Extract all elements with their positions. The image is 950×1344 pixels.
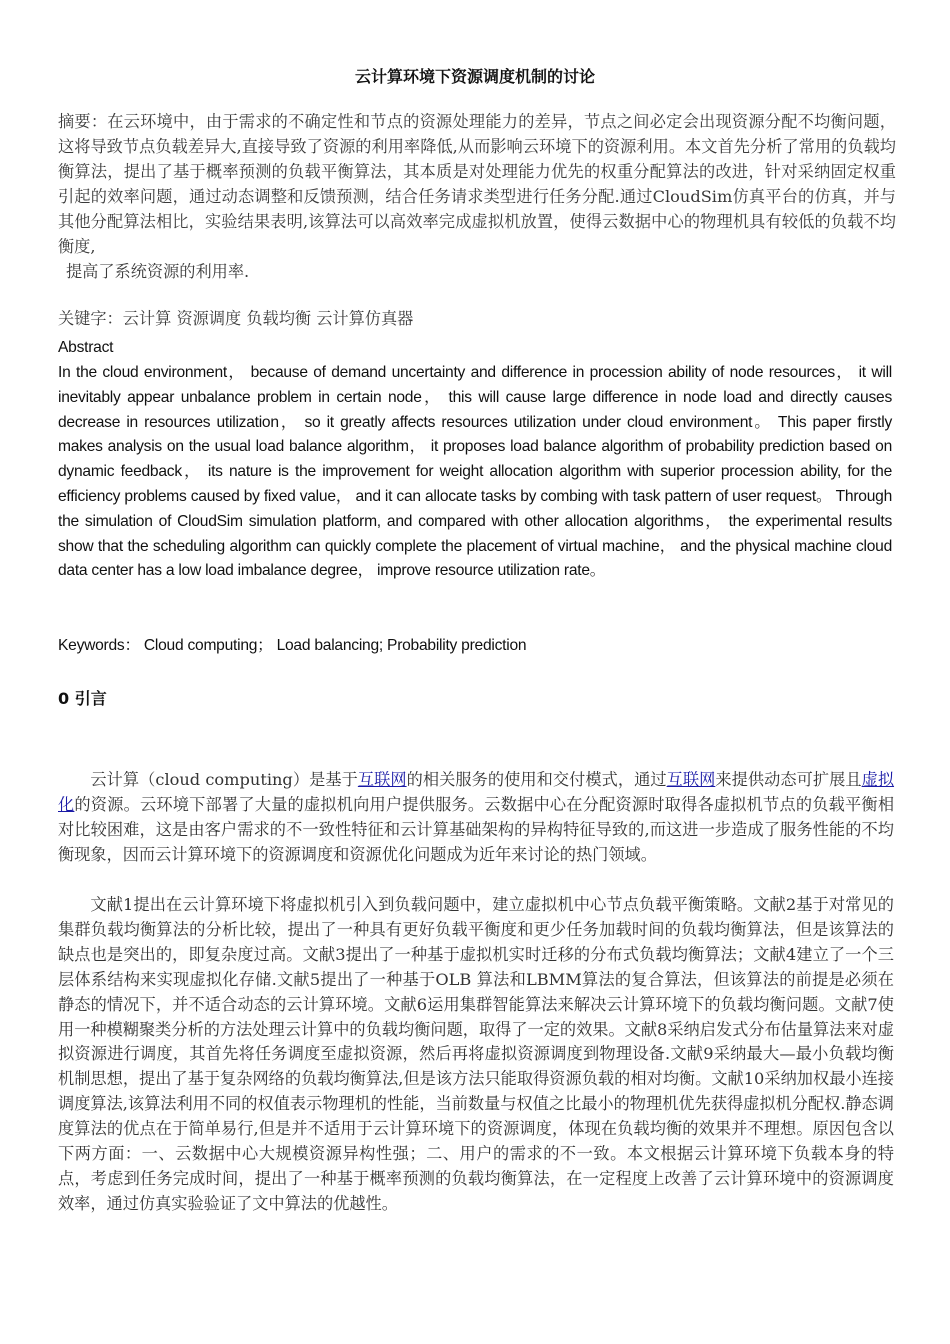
text-run: 云计算（cloud computing）是基于 (90, 770, 358, 789)
paper-title: 云计算环境下资源调度机制的讨论 (354, 67, 595, 86)
text-run: 的资源。云环境下部署了大量的虚拟机向用户提供服务。云数据中心在分配资源时取得各虚拟机节点的负载平衡相对比较困难，这是由客户需求的不一致性特征和云计算基础架构的异构特征导致的,而这进一步造成了服务性能的不均衡现象，因而云计算环境下的资源调度和资源优化问题成为近年来讨论的热门领域。 (58, 794, 895, 864)
link-virtualization[interactable]: 虚拟化 (58, 770, 895, 814)
text-run: 来提供动态可扩展且 (715, 770, 862, 789)
english-keywords: Keywords： Cloud computing； Load balancing; Probability prediction (58, 637, 527, 654)
abstract-heading: Abstract (58, 339, 114, 356)
link-internet[interactable]: 互联网 (357, 770, 407, 789)
chinese-keywords: 关键字：云计算 资源调度 负载均衡 云计算仿真器 (58, 309, 414, 328)
chinese-abstract-last-line: 提高了系统资源的利用率. (66, 262, 250, 281)
intro-paragraph-1 (58, 768, 894, 868)
chinese-abstract-body: 摘要：在云环境中，由于需求的不确定性和节点的资源处理能力的差异，节点之间必定会出现资源分配不均衡问题，这将导致节点负载差异大,直接导致了资源的利用率降低,从而影响云环境下的资源利用。本文首先分析了常用的负载均衡算法，提出了基于概率预测的负载平衡算法，其本质是对处理能力优先的权重分配算法的改进，针对采纳固定权重引起的效率问题，通过动态调整和反馈预测，结合任务请求类型进行任务分配.通过CloudSim仿真平台的仿真，并与其他分配算法相比，实验结果表明,该算法可以高效率完成虚拟机放置，使得云数据中心的物理机具有较低的负载不均衡度, (58, 112, 896, 256)
link-internet-2[interactable]: 互联网 (666, 770, 716, 789)
intro-paragraph-2: 文献1提出在云计算环境下将虚拟机引入到负载问题中，建立虚拟机中心节点负载平衡策略。文献2基于对常见的集群负载均衡算法的分析比较，提出了一种具有更好负载平衡度和更少任务加载时间的负载均衡算法，但是该算法的缺点也是突出的，即复杂度过高。文献3提出了一种基于虚拟机实时迁移的分布式负载均衡算法；文献4建立了一个三层体系结构来实现虚拟化存储.文献5提出了一种基于OLB 算法和LBMM算法的复合算法，但该算法的前提是必须在静态的情况下，并不适合动态的云计算环境。文献6运用集群智能算法来解决云计算环境下的负载均衡问题。文献7使用一种模糊聚类分析的方法处理云计算中的负载均衡问题，取得了一定的效果。文献8采纳启发式分布估量算法来对虚拟资源进行调度，其首先将任务调度至虚拟资源，然后再将虚拟资源调度到物理设备.文献9采纳最大—最小负载均衡机制思想，提出了基于复杂网络的负载均衡算法,但是该方法只能取得资源负载的相对均衡。文献10采纳加权最小连接调度算法,该算法利用不同的权值表示物理机的性能，当前数量与权值之比最小的物理机优先获得虚拟机分配权.静态调度算法的优点在于简单易行,但是并不适用于云计算环境下的资源调度，体现在负载均衡的效果并不理想。原因包含以下两方面：一、云数据中心大规模资源异构性强；二、用户的需求的不一致。本文根据云计算环境下负载本身的特点，考虑到任务完成时间，提出了一种基于概率预测的负载均衡算法，在一定程度上改善了云计算环境中的资源调度效率，通过仿真实验验证了文中算法的优越性。 (58, 895, 894, 1213)
chinese-abstract (58, 109, 896, 284)
text-run: 的相关服务的使用和交付模式，通过 (406, 770, 667, 789)
english-abstract: In the cloud environment， because of demand uncertainty and difference in procession ability of node resources， it will inevitably appear unbalance problem in certain node， this will cause large difference in node load and directly causes decrease in resources utilization， so it greatly affects resources utilization under cloud environment。 This paper firstly makes analysis on the usual load balance algorithm， it proposes load balance algorithm of probability prediction based on dynamic feedback， its nature is the improvement for weight allocation algorithm with superior procession ability, for the efficiency problems caused by fixed value， and it can allocate tasks by combing with task pattern of user request。 Through the simulation of CloudSim simulation platform, and compared with other allocation algorithms， the experimental results show that the scheduling algorithm can quickly complete the placement of virtual machine， and the physical machine cloud data center has a low load imbalance degree， improve resource utilization rate。 (58, 364, 892, 580)
section-heading-introduction: 0 引言 (58, 689, 107, 708)
